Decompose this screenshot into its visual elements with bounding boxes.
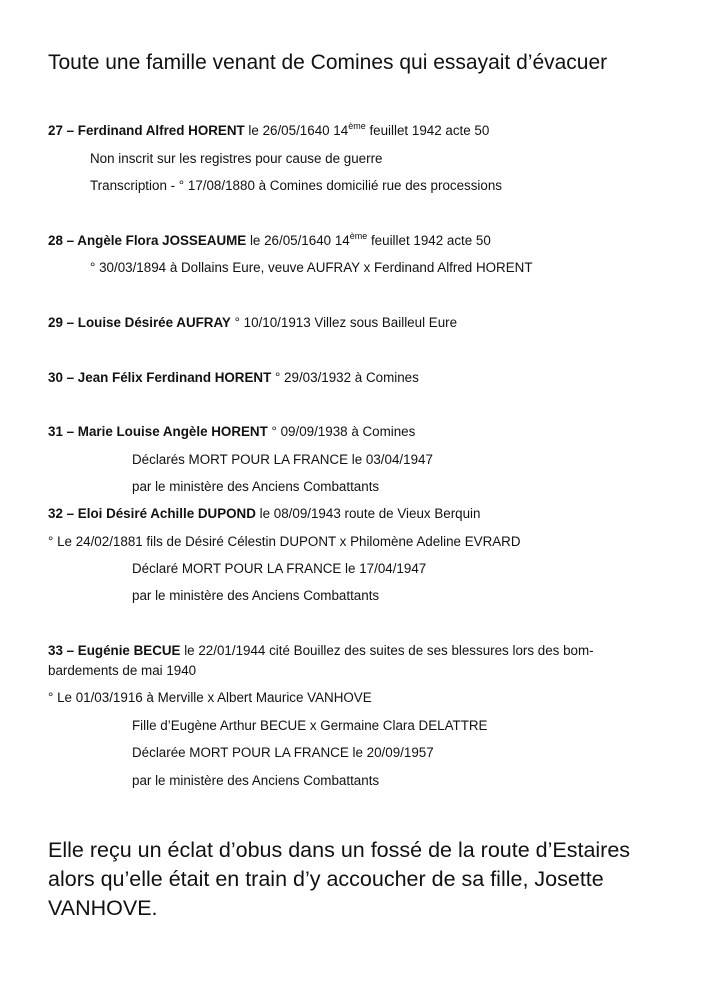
entry-27-note: Non inscrit sur les registres pour cause de guerre [90, 151, 383, 166]
closing-paragraph: Elle reçu un éclat d’obus dans un fossé de la route d’Estaires alors qu’elle était en train d’y accoucher de sa fille, Josette VANHOVE. [48, 838, 631, 920]
death-info: le 22/01/1944 cité Bouillez des suites de ses blessures lors des bom- [180, 643, 594, 658]
entry-33-parents: Fille d’Eugène Arthur BECUE x Germaine Clara DELATTRE [132, 718, 488, 733]
entry-32-ministry: par le ministère des Anciens Combattants [132, 588, 380, 603]
entry-31-header [48, 423, 415, 441]
birth-info: ° 09/09/1938 à Comines [267, 424, 416, 439]
entry-29-header [48, 314, 457, 332]
entry-32-declaration: Déclaré MORT POUR LA FRANCE le 17/04/1947 [132, 561, 427, 576]
person-name: Eugénie BECUE [77, 643, 181, 658]
entry-number: 33 – [48, 643, 78, 658]
entry-30-header [48, 369, 419, 387]
page-title: Toute une famille venant de Comines qui essayait d’évacuer [48, 51, 608, 74]
entry-33-ministry: par le ministère des Anciens Combattants [132, 773, 380, 788]
death-info: le 26/05/1640 14 [244, 123, 349, 138]
person-name: Jean Félix Ferdinand HORENT [77, 370, 272, 385]
entry-32-birth: ° Le 24/02/1881 fils de Désiré Célestin DUPONT x Philomène Adeline EVRARD [48, 534, 521, 549]
entry-27-header [48, 122, 489, 140]
ordinal-suffix: ème [349, 231, 368, 241]
entry-number: 27 – [48, 123, 78, 138]
entry-28-birth: ° 30/03/1894 à Dollains Eure, veuve AUFRAY x Ferdinand Alfred HORENT [90, 260, 533, 275]
entry-33-declaration: Déclarée MORT POUR LA FRANCE le 20/09/1957 [132, 745, 434, 760]
person-name: Ferdinand Alfred HORENT [77, 123, 245, 138]
death-info-cont: feuillet 1942 acte 50 [365, 123, 490, 138]
birth-info: ° 10/10/1913 Villez sous Bailleul Eure [230, 315, 458, 330]
death-info: le 26/05/1640 14 [246, 233, 350, 248]
death-info-cont: feuillet 1942 acte 50 [367, 233, 491, 248]
person-name: Marie Louise Angèle HORENT [77, 424, 268, 439]
entry-33-birth: ° Le 01/03/1916 à Merville x Albert Maurice VANHOVE [48, 690, 372, 705]
entry-31-ministry: par le ministère des Anciens Combattants [132, 479, 380, 494]
birth-info: ° 29/03/1932 à Comines [271, 370, 419, 385]
person-name: Eloi Désiré Achille DUPOND [77, 506, 256, 521]
person-name: Angèle Flora JOSSEAUME [77, 233, 247, 248]
entry-number: 32 – [48, 506, 78, 521]
entry-27-transcription: Transcription - ° 17/08/1880 à Comines domicilié rue des processions [90, 178, 502, 193]
person-name: Louise Désirée AUFRAY [77, 315, 231, 330]
death-info: le 08/09/1943 route de Vieux Berquin [255, 506, 481, 521]
entry-28-header [48, 232, 491, 250]
entry-33-header [48, 642, 594, 660]
entry-32-header [48, 505, 480, 523]
entry-number: 28 – [48, 233, 78, 248]
entry-33-death-cont: bardements de mai 1940 [48, 663, 197, 678]
entry-number: 29 – [48, 315, 78, 330]
ordinal-suffix: ème [348, 121, 366, 131]
entry-number: 31 – [48, 424, 78, 439]
entry-31-declaration: Déclarés MORT POUR LA FRANCE le 03/04/1947 [132, 452, 433, 467]
entry-number: 30 – [48, 370, 78, 385]
